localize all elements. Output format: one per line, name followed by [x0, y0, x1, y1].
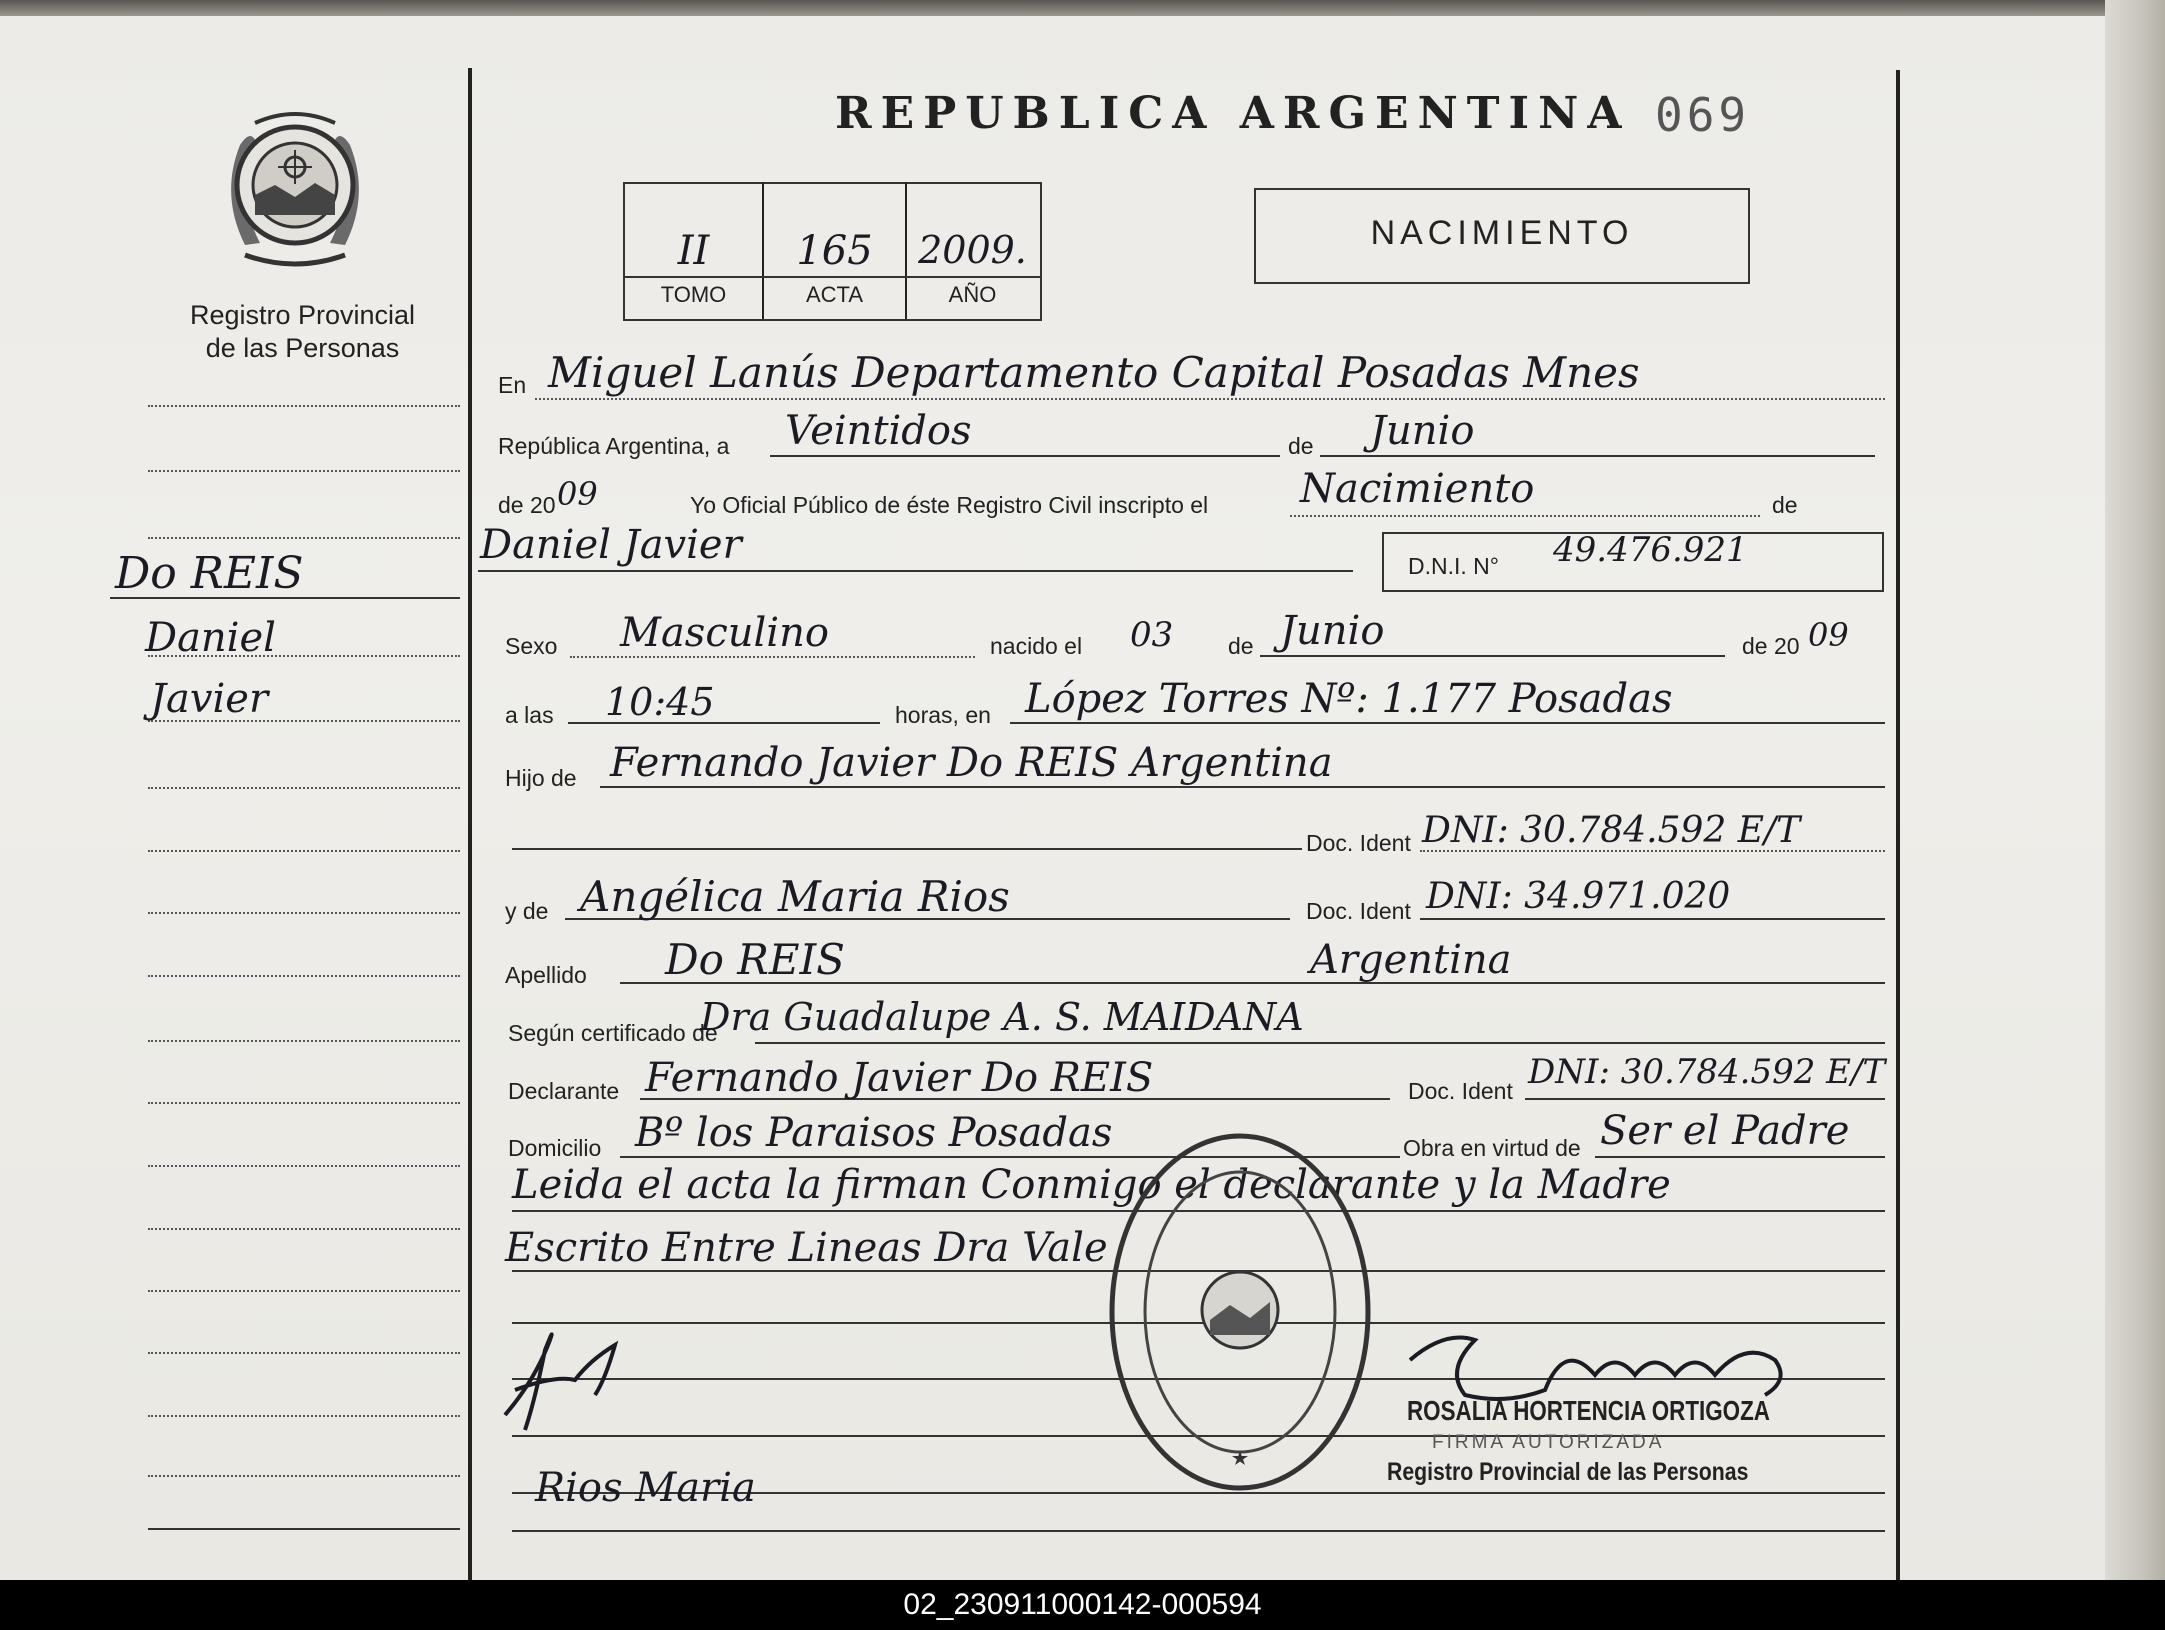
madre-doc-label: Doc. Ident [1306, 898, 1411, 924]
margin-line [148, 912, 460, 914]
madre-doc-line [1420, 918, 1885, 920]
ruled-line [512, 1530, 1885, 1532]
file-id-footer: 02_230911000142-000594 [0, 1580, 2165, 1630]
de-20-label: de 20 [1742, 633, 1800, 659]
record-id-hline [625, 276, 1040, 278]
en-value: Miguel Lanús Departamento Capital Posadas Mnes [548, 348, 1640, 397]
official-registry: Registro Provincial de las Personas [1387, 1458, 1749, 1486]
dia-value: Veintidos [785, 408, 972, 454]
de-label: de [1288, 433, 1314, 459]
provincial-seal-logo [215, 105, 375, 270]
page-top-edge [0, 0, 2165, 16]
page-number: 069 [1655, 88, 1751, 142]
official-name: ROSALIA HORTENCIA ORTIGOZA [1407, 1395, 1770, 1426]
de-label-3: de [1228, 633, 1254, 659]
tomo-label: TOMO [660, 282, 727, 307]
domicilio-label: Domicilio [508, 1135, 602, 1161]
anio-prefix-label: de 20 [498, 492, 556, 518]
horas-label: horas, en [895, 702, 991, 728]
margin-line [148, 405, 460, 407]
declarante-signature [495, 1320, 645, 1440]
registry-circular-stamp [1105, 1130, 1375, 1495]
domicilio-value: Bº los Paraisos Posadas [635, 1110, 1113, 1156]
padre-doc: DNI: 30.784.592 E/T [1422, 810, 1801, 851]
declarante-doc-line [1525, 1098, 1885, 1100]
en-line [535, 398, 1885, 400]
dni-value: 49.476.921 [1553, 530, 1748, 570]
tomo-value: II [677, 228, 710, 274]
inscripto-line [1290, 515, 1760, 517]
anio-label: AÑO [948, 282, 997, 307]
obra-line [1595, 1156, 1885, 1158]
nacido-anio: 09 [1808, 616, 1849, 654]
declarante-value: Fernando Javier Do REIS [645, 1055, 1154, 1101]
sexo-value: Masculino [620, 610, 829, 656]
acta-value: 165 [796, 228, 873, 274]
nacido-dia: 03 [1130, 615, 1174, 655]
margin-line [148, 1040, 460, 1042]
margin-name-1: Daniel [145, 615, 276, 661]
mes-value: Junio [1370, 408, 1475, 454]
margin-line [148, 850, 460, 852]
margin-surname: Do REIS [115, 548, 304, 599]
nacido-label: nacido el [990, 633, 1083, 659]
obra-label: Obra en virtud de [1403, 1135, 1581, 1161]
dni-label: D.N.I. N° [1408, 553, 1499, 579]
page-right-edge [2105, 0, 2165, 1580]
registry-name-line2: de las Personas [205, 333, 400, 363]
country-title: REPUBLICA ARGENTINA [835, 88, 1631, 139]
main-left-rule [468, 68, 472, 1580]
en-label: En [498, 372, 527, 398]
oficial-label: Yo Oficial Público de éste Registro Civil inscripto el [690, 492, 1209, 518]
main-right-rule [1896, 70, 1900, 1580]
registry-name-line1: Registro Provincial [189, 300, 416, 330]
inscripto-value: Nacimiento [1300, 466, 1535, 512]
hora-value: 10:45 [605, 680, 715, 724]
leida-value: Leida el acta la firman Conmigo el declarante y la Madre [512, 1162, 1671, 1208]
anio-body-value: 09 [557, 475, 598, 513]
nacionalidad-value: Argentina [1310, 937, 1512, 983]
margin-line [148, 1165, 460, 1167]
republica-label: República Argentina, a [498, 433, 730, 459]
official-role: FIRMA AUTORIZADA [1432, 1432, 1665, 1453]
lugar-value: López Torres Nº: 1.177 Posadas [1025, 676, 1673, 722]
sexo-line [570, 656, 975, 658]
padre-extra-line [512, 848, 1302, 850]
dia-line [770, 455, 1280, 457]
nombre-value: Daniel Javier [480, 522, 742, 568]
madre-doc: DNI: 34.971.020 [1426, 876, 1731, 917]
certificado-line [755, 1042, 1885, 1044]
margin-line [148, 1290, 460, 1292]
padre-line [600, 786, 1885, 788]
certificado-value: Dra Guadalupe A. S. MAIDANA [700, 995, 1304, 1039]
declarante-label: Declarante [508, 1078, 620, 1104]
madre-value: Angélica Maria Rios [580, 872, 1010, 921]
margin-line [148, 1415, 460, 1417]
nacido-mes-line [1260, 655, 1725, 657]
margin-line [148, 787, 460, 789]
lugar-line [1010, 722, 1885, 724]
segun-label: Según certificado de [508, 1020, 718, 1046]
declarante-doc-label: Doc. Ident [1408, 1078, 1513, 1104]
margin-line [148, 1228, 460, 1230]
acta-label: ACTA [805, 282, 864, 307]
mes-line [1320, 455, 1875, 457]
nombre-line [478, 570, 1353, 572]
margin-line [148, 1352, 460, 1354]
declarante-doc: DNI: 30.784.592 E/T [1528, 1052, 1886, 1092]
official-signature [1405, 1320, 1805, 1405]
nacido-mes: Junio [1280, 608, 1385, 654]
margin-line [148, 470, 460, 472]
margin-line [148, 1528, 460, 1530]
padre-value: Fernando Javier Do REIS Argentina [610, 740, 1333, 786]
escrito-value: Escrito Entre Lineas Dra Vale [505, 1225, 1108, 1271]
yde-label: y de [505, 898, 549, 924]
de-label-2: de [1772, 492, 1798, 518]
margin-line [148, 537, 460, 539]
margin-line [148, 975, 460, 977]
anio-value: 2009. [918, 228, 1027, 272]
apellido-label: Apellido [505, 962, 587, 988]
obra-value: Ser el Padre [1600, 1108, 1850, 1154]
padre-doc-label: Doc. Ident [1306, 830, 1411, 856]
madre-signature: Rios Maria [535, 1465, 756, 1511]
act-type-label: NACIMIENTO [1370, 214, 1634, 252]
margin-line [148, 1475, 460, 1477]
apellido-value: Do REIS [665, 935, 845, 984]
hijo-label: Hijo de [505, 765, 577, 791]
margin-name-2: Javier [150, 676, 269, 722]
sexo-label: Sexo [505, 633, 558, 659]
margin-line [148, 1102, 460, 1104]
alas-label: a las [505, 702, 554, 728]
